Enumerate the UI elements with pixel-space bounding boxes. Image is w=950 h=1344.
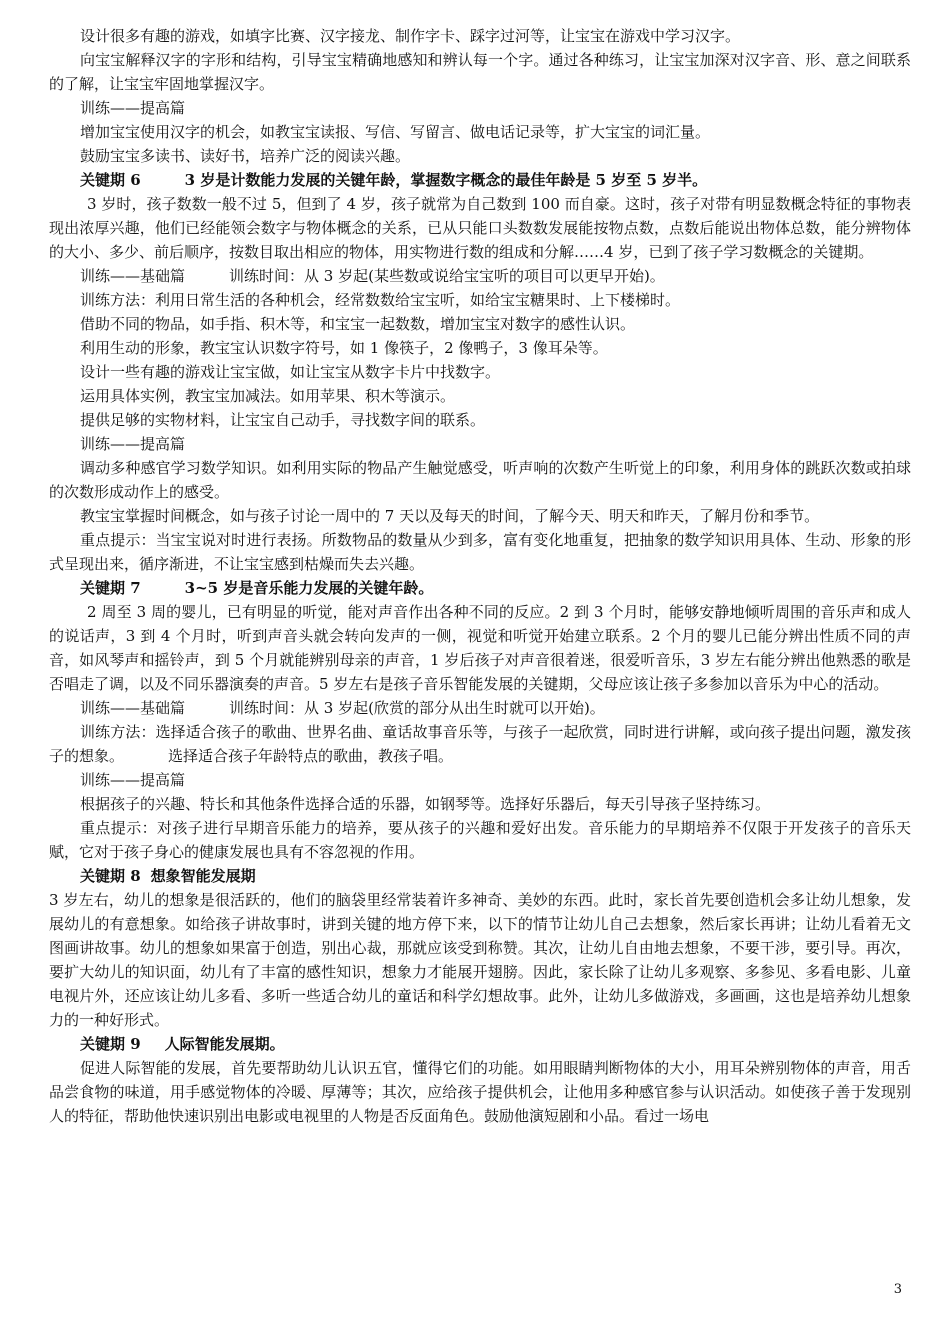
training-method: 训练方法：选择适合孩子的歌曲、世界名曲、童话故事音乐等，与孩子一起欣赏，同时进行讲解，或向孩子提出问题，激发孩子的想象。 bbox=[49, 723, 911, 765]
subheading: 训练——提高篇 bbox=[80, 771, 186, 789]
paragraph bbox=[49, 720, 911, 768]
paragraph: 训练方法：利用日常生活的各种机会，经常数数给宝宝听，如给宝宝糖果时、上下楼梯时。 bbox=[80, 291, 681, 309]
section-label: 关键期 6 bbox=[80, 171, 141, 189]
paragraph: 3 岁时，孩子数数一般不过 5，但到了 4 岁，孩子就常为自己数到 100 而自豪。这时，孩子对带有明显数概念特征的事物表现出浓厚兴趣，他们已经能领会数字与物体概念的关系，已从只能口头数数发展能按物点数，点数后能说出物体总数，能分辨物体的大小、多少、前后顺序，按数目取出相应的物体，用实物进行数的组成和分解……4 岁，已到了孩子学习数概念的关键期。 bbox=[49, 195, 911, 261]
subheading: 训练——提高篇 bbox=[80, 99, 186, 117]
training-time: 训练时间：从 3 岁起(某些数或说给宝宝听的项目可以更早开始)。 bbox=[229, 267, 665, 285]
subheading: 训练——提高篇 bbox=[80, 435, 186, 453]
paragraph: 提供足够的实物材料，让宝宝自己动手，寻找数字间的联系。 bbox=[80, 411, 486, 429]
paragraph: 向宝宝解释汉字的字形和结构，引导宝宝精确地感知和辨认每一个字。通过各种练习，让宝宝加深对汉字音、形、意之间联系的了解，让宝宝牢固地掌握汉字。 bbox=[49, 51, 911, 93]
paragraph: 设计很多有趣的游戏，如填字比赛、汉字接龙、制作字卡、踩字过河等，让宝宝在游戏中学习汉字。 bbox=[80, 27, 741, 45]
paragraph: 运用具体实例，教宝宝加减法。如用苹果、积木等演示。 bbox=[80, 387, 456, 405]
paragraph: 根据孩子的兴趣、特长和其他条件选择合适的乐器，如钢琴等。选择好乐器后，每天引导孩子坚持练习。 bbox=[80, 795, 771, 813]
paragraph: 2 周至 3 周的婴儿，已有明显的听觉，能对声音作出各种不同的反应。2 到 3 个月时，能够安静地倾听周围的音乐声和成人的说话声，3 到 4 个月时，听到声音头就会转向发声的一侧，视觉和听觉开始建立联系。2 个月的婴儿已能分辨出性质不同的声音，如风琴声和摇铃声，到 5 个月就能辨别母亲的声音，1 岁后孩子对声音很着迷，很爱听音乐，3 岁左右能分辨出他熟悉的歌是否唱走了调，以及不同乐器演奏的声音。5 岁左右是孩子音乐智能发展的关键期，父母应该让孩子多参加以音乐为中心的活动。 bbox=[49, 603, 911, 693]
paragraph: 促进人际智能的发展，首先要帮助幼儿认识五官，懂得它们的功能。如用眼睛判断物体的大小，用耳朵辨别物体的声音，用舌品尝食物的味道，用手感觉物体的冷暖、厚薄等；其次，应给孩子提供机会，让他用多种感官参与认识活动。如使孩子善于发现别人的特征，帮助他快速识别出电影或电视里的人物是否反面角色。鼓励他演短剧和小品。看过一场电 bbox=[49, 1059, 911, 1125]
section-title: 人际智能发展期。 bbox=[164, 1035, 285, 1053]
paragraph: 利用生动的形象，教宝宝认识数字符号，如 1 像筷子，2 像鸭子，3 像耳朵等。 bbox=[80, 339, 608, 357]
training-line bbox=[49, 696, 911, 720]
paragraph: 重点提示：对孩子进行早期音乐能力的培养，要从孩子的兴趣和爱好出发。音乐能力的早期培养不仅限于开发孩子的音乐天赋，它对于孩子身心的健康发展也具有不容忽视的作用。 bbox=[49, 819, 911, 861]
training-method-extra: 选择适合孩子年龄特点的歌曲，教孩子唱。 bbox=[168, 747, 454, 765]
training-line bbox=[49, 264, 911, 288]
paragraph: 鼓励宝宝多读书、读好书，培养广泛的阅读兴趣。 bbox=[80, 147, 411, 165]
section-title: 3~5 岁是音乐能力发展的关键年龄。 bbox=[184, 579, 434, 597]
section-title: 3 岁是计数能力发展的关键年龄，掌握数字概念的最佳年龄是 5 岁至 5 岁半。 bbox=[184, 171, 708, 189]
section-label: 关键期 7 bbox=[80, 579, 141, 597]
training-label: 训练——基础篇 bbox=[80, 267, 186, 285]
paragraph: 设计一些有趣的游戏让宝宝做，如让宝宝从数字卡片中找数字。 bbox=[80, 363, 501, 381]
section-heading-9 bbox=[49, 1032, 911, 1056]
paragraph: 增加宝宝使用汉字的机会，如教宝宝读报、写信、写留言、做电话记录等，扩大宝宝的词汇量。 bbox=[80, 123, 711, 141]
training-label: 训练——基础篇 bbox=[80, 699, 186, 717]
section-title: 想象智能发展期 bbox=[150, 867, 256, 885]
section-heading-8 bbox=[49, 864, 911, 888]
paragraph: 借助不同的物品，如手指、积木等，和宝宝一起数数，增加宝宝对数字的感性认识。 bbox=[80, 315, 636, 333]
paragraph: 调动多种感官学习数学知识。如利用实际的物品产生触觉感受，听声响的次数产生听觉上的印象，利用身体的跳跃次数或拍球的次数形成动作上的感受。 bbox=[49, 459, 911, 501]
section-heading-7 bbox=[49, 576, 911, 600]
page-body bbox=[49, 24, 911, 1128]
training-time: 训练时间：从 3 岁起(欣赏的部分从出生时就可以开始)。 bbox=[229, 699, 605, 717]
section-heading-6 bbox=[49, 168, 911, 192]
paragraph: 重点提示：当宝宝说对时进行表扬。所数物品的数量从少到多，富有变化地重复，把抽象的数学知识用具体、生动、形象的形式呈现出来，循序渐进，不让宝宝感到枯燥而失去兴趣。 bbox=[49, 531, 911, 573]
paragraph: 教宝宝掌握时间概念，如与孩子讨论一周中的 7 天以及每天的时间，了解今天、明天和昨天，了解月份和季节。 bbox=[80, 507, 820, 525]
paragraph: 3 岁左右，幼儿的想象是很活跃的，他们的脑袋里经常装着许多神奇、美妙的东西。此时，家长首先要创造机会多让幼儿想象，发展幼儿的有意想象。如给孩子讲故事时，讲到关键的地方停下来，以下的情节让幼儿自己去想象，然后家长再讲；让幼儿看着无文图画讲故事。幼儿的想象如果富于创造，别出心裁，那就应该受到称赞。其次，让幼儿自由地去想象，不要干涉，要引导。再次，要扩大幼儿的知识面，幼儿有了丰富的感性知识，想象力才能展开翅膀。因此，家长除了让幼儿多观察、多参见、多看电影、儿童电视片外，还应该让幼儿多看、多听一些适合幼儿的童话和科学幻想故事。此外，让幼儿多做游戏，多画画，这也是培养幼儿想象力的一种好形式。 bbox=[49, 891, 911, 1029]
page-number: 3 bbox=[893, 1282, 902, 1297]
section-label: 关键期 9 bbox=[80, 1035, 141, 1053]
section-label: 关键期 8 bbox=[80, 867, 141, 885]
